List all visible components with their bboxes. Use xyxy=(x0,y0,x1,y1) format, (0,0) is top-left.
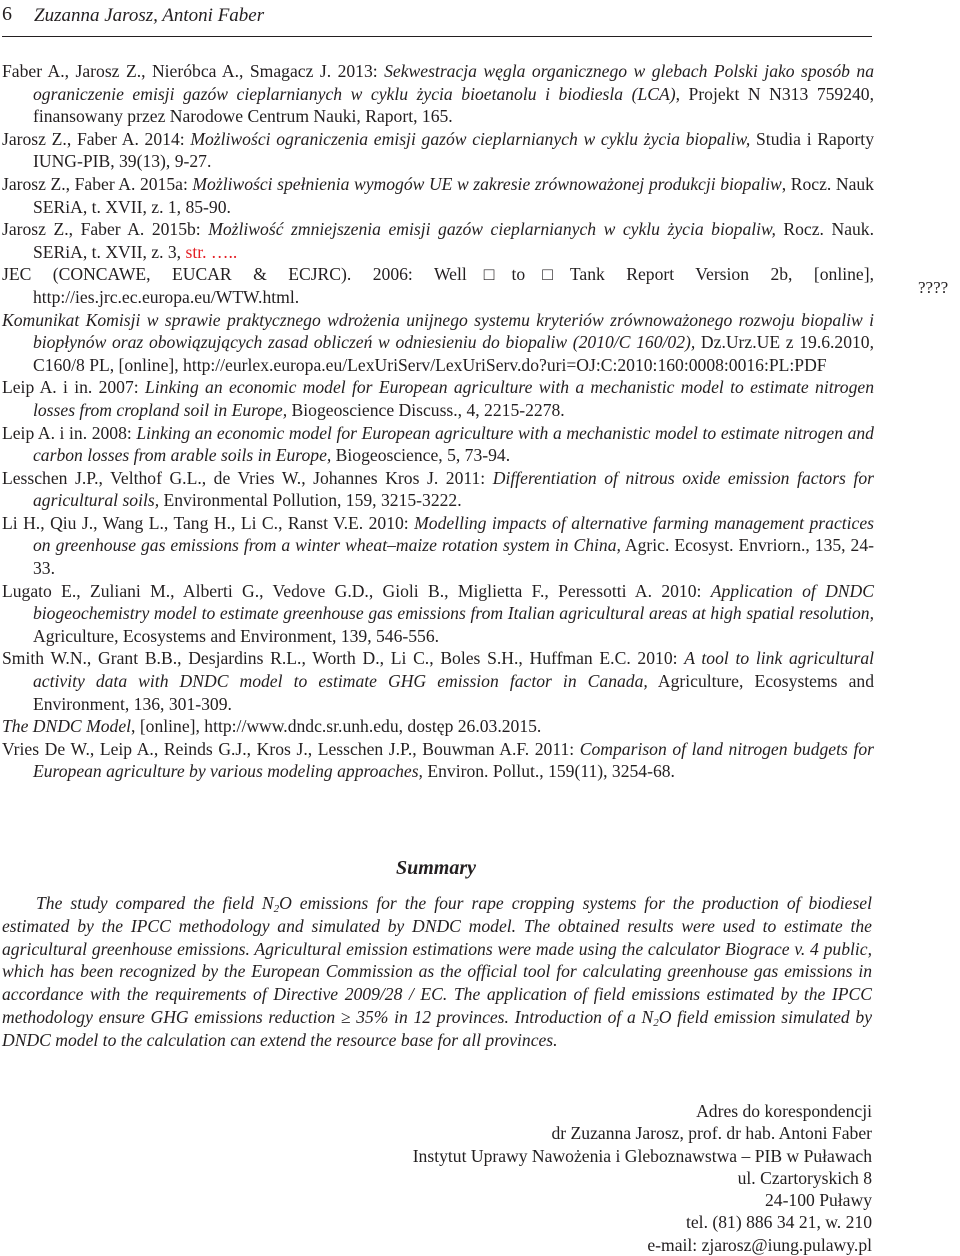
reference-entry: Jarosz Z., Faber A. 2014: Możliwości ograniczenia emisji gazów cieplarnianych w cyklu życia biopaliw, Studia i Raporty IUNG-PIB, 39(13), 9-27. xyxy=(2,128,874,172)
reference-entry: Lesschen J.P., Velthof G.L., de Vries W., Johannes Kros J. 2011: Differentiation of nitrous oxide emission factors for agricultural soils, Environmental Pollution, 159, 3215-3222. xyxy=(2,467,874,511)
reference-entry: Jarosz Z., Faber A. 2015b: Możliwość zmniejszenia emisji gazów cieplarnianych w cyklu życia biopaliw, Rocz. Nauk. SERiA, t. XVII, z. 3, str. ….. xyxy=(2,219,874,262)
address-line: Instytut Uprawy Nawożenia i Gleboznawstwa – PIB w Puławach xyxy=(412,1145,872,1166)
address-line: tel. (81) 886 34 21, w. 210 xyxy=(685,1212,872,1233)
address-line: ul. Czartoryskich 8 xyxy=(737,1167,872,1188)
address-line: dr Zuzanna Jarosz, prof. dr hab. Antoni Faber xyxy=(551,1123,872,1144)
reference-entry: The DNDC Model, [online], http://www.dndc.sr.unh.edu, dostęp 26.03.2015. xyxy=(2,716,542,737)
page-header xyxy=(2,0,872,37)
reference-entry: Leip A. i in. 2007: Linking an economic model for European agriculture with a mechanistic model to estimate nitrogen losses from cropland soil in Europe, Biogeoscience Discuss., 4, 2215-2278. xyxy=(2,377,874,420)
reference-entry: Komunikat Komisji w sprawie praktycznego wdrożenia unijnego systemu kryteriów zrównoważonego rozwoju biopaliw i biopłynów oraz obowiązujących zasad obliczeń w odniesieniu do biopaliw (2010/C 160/02), Dz.Urz.UE z 19.6.2010, C160/8 PL, [online], http://eurlex.europa.eu/LexUriServ/LexUriServ.do?uri=OJ:C:2010:160:0008:0016:PL:PDF xyxy=(2,309,874,375)
margin-note: ???? xyxy=(918,278,949,297)
reference-entry: Lugato E., Zuliani M., Alberti G., Vedove G.D., Gioli B., Miglietta F., Peressotti A. 2010: Application of DNDC biogeochemistry model to estimate greenhouse gas emissions from Italian agricultural areas at high spatial resolution, Agriculture, Ecosystems and Environment, 139, 546-556. xyxy=(2,580,874,646)
reference-entry: Jarosz Z., Faber A. 2015a: Możliwości spełnienia wymogów UE w zakresie zrównoważonej produkcji biopaliw, Rocz. Nauk SERiA, t. XVII, z. 1, 85-90. xyxy=(2,173,874,217)
reference-entry: Leip A. i in. 2008: Linking an economic model for European agriculture with a mechanistic model to estimate nitrogen and carbon losses from arable soils in Europe, Biogeoscience, 5, 73-94. xyxy=(2,422,874,466)
reference-entry: Smith W.N., Grant B.B., Desjardins R.L., Worth D., Li C., Boles S.H., Huffman E.C. 2010: A tool to link agricultural activity data with DNDC model to estimate GHG emission factor in Canada, Agriculture, Ecosystems and Environment, 136, 301-309. xyxy=(2,648,875,714)
summary-heading: Summary xyxy=(395,857,477,879)
reference-entry: Li H., Qiu J., Wang L., Tang H., Li C., Ranst V.E. 2010: Modelling impacts of alternative farming management practices on greenhouse gas emissions from a winter wheat–maize rotation system in China, Agric. Ecosyst. Envriorn., 135, 24-33. xyxy=(2,512,874,579)
reference-entry: JEC (CONCAWE, EUCAR & ECJRC). 2006: Well□to□Tank Report Version 2b, [online], http://ies.jrc.ec.europa.eu/WTW.html. xyxy=(2,264,874,307)
address-line: Adres do korespondencji xyxy=(696,1101,872,1121)
running-head: Zuzanna Jarosz, Antoni Faber xyxy=(34,5,265,26)
correspondence-address xyxy=(413,1100,872,1256)
reference-entry: Faber A., Jarosz Z., Nieróbca A., Smagacz J. 2013: Sekwestracja węgla organicznego w glebach Polski jako sposób na ograniczenie emisji gazów cieplarnianych w cyklu życia bioetanolu i biodiesla (LCA), Projekt N N313 759240, finansowany przez Narodowe Centrum Nauki, Raport, 165. xyxy=(2,61,875,127)
reference-entry: Vries De W., Leip A., Reinds G.J., Kros J., Lesschen J.P., Bouwman A.F. 2011: Comparison of land nitrogen budgets for European agriculture by various modeling approaches, Environ. Pollut., 159(11), 3254-68. xyxy=(2,738,874,782)
address-line: e-mail: zjarosz@iung.pulawy.pl xyxy=(647,1234,872,1255)
page-number: 6 xyxy=(2,3,12,25)
address-line: 24-100 Puławy xyxy=(764,1190,872,1211)
reference-list xyxy=(2,60,874,783)
summary-text: The study compared the field $N_2O$ emissions for the four rape cropping systems for the production of biodiesel estimated by the IPCC methodology and simulated by DNDC model. The obtained results were used to estimate the agricultural greenhouse emissions. Agricultural emission estimations were made using the calculator Biograce v. 4 public, which has been recognized by the European Commission as the official tool for calculating greenhouse gas emissions in accordance with the requirements of Directive 2009/28 / EC. The application of field emissions estimated by the IPCC methodology ensure GHG emissions reduction ≥ 35% in 12 provinces. Introduction of a $N_2O$ field emission simulated by DNDC model to the calculation can extend the resource base for all provinces. xyxy=(2,893,872,1050)
